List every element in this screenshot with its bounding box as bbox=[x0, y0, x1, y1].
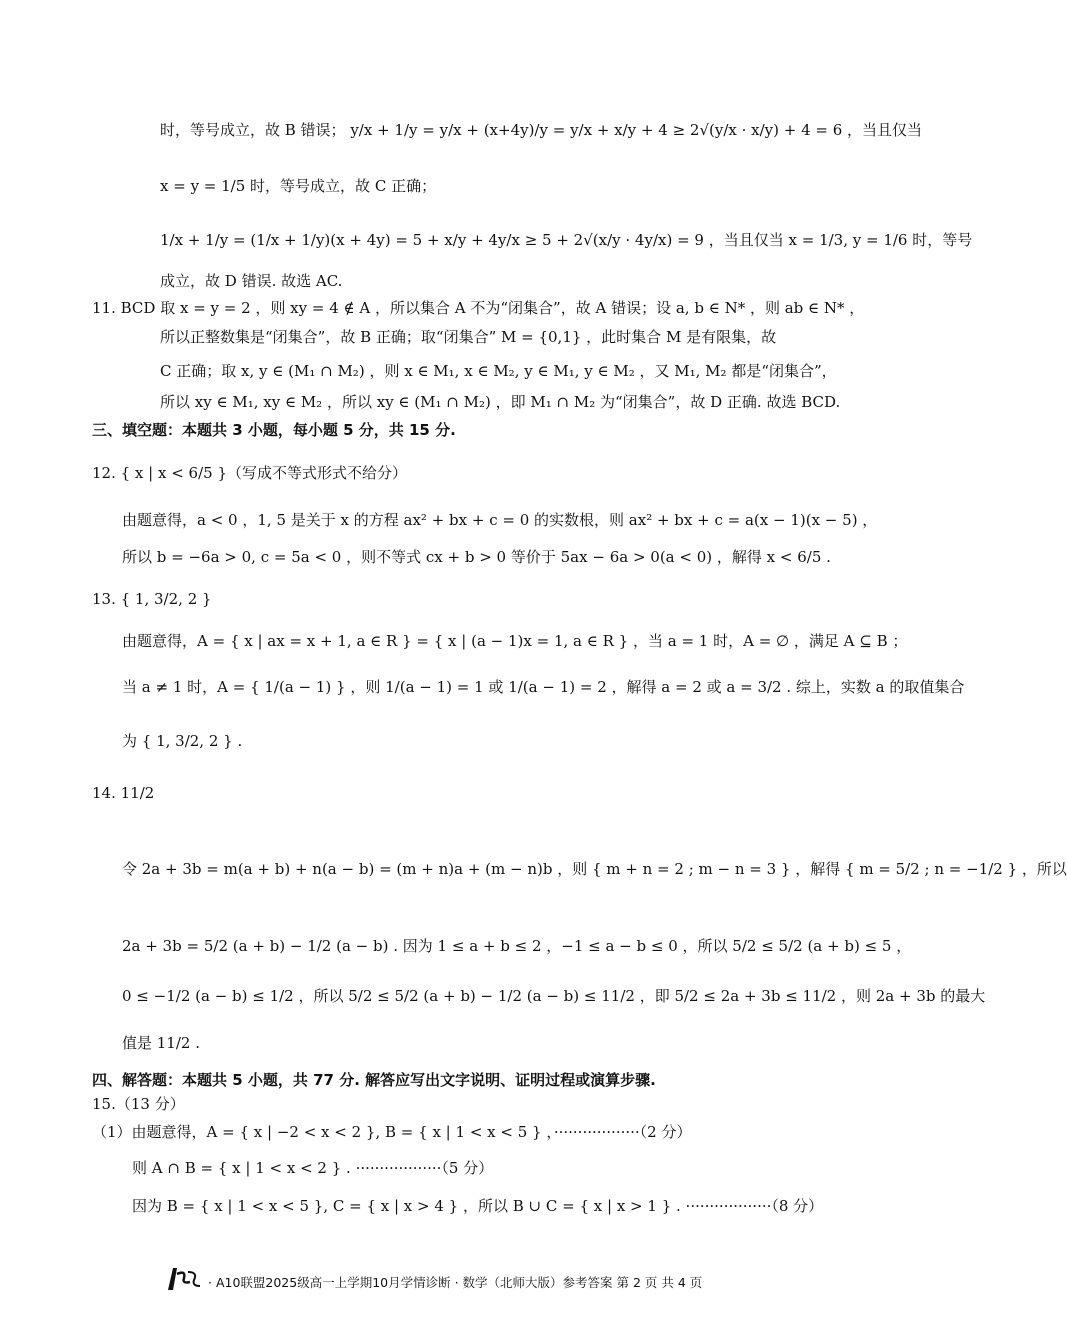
text-line: C 正确；取 x, y ∈ (M₁ ∩ M₂) ，则 x ∈ M₁, x ∈ M₂, y ∈ M₁, y ∈ M₂ ，又 M₁, M₂ 都是“闭集合”， bbox=[160, 362, 837, 380]
answer-13: 13. { 1, 3/2, 2 } bbox=[92, 590, 212, 608]
text-line: （1）由题意得，A = { x | −2 < x < 2 }, B = { x | 1 < x < 5 } ，··················（2 分） bbox=[92, 1123, 692, 1141]
section-heading-solutions: 四、解答题：本题共 5 小题，共 77 分. 解答应写出文字说明、证明过程或演算步骤. bbox=[92, 1071, 656, 1089]
text-line: 因为 B = { x | 1 < x < 5 }, C = { x | x > 4 } ，所以 B ∪ C = { x | x > 1 } . ··················（8 分） bbox=[132, 1197, 824, 1215]
text-line: 由题意得，a < 0 ，1, 5 是关于 x 的方程 ax² + bx + c = 0 的实数根，则 ax² + bx + c = a(x − 1)(x − 5) ， bbox=[122, 511, 878, 529]
text-line: 0 ≤ −1/2 (a − b) ≤ 1/2 ，所以 5/2 ≤ 5/2 (a + b) − 1/2 (a − b) ≤ 11/2 ，即 5/2 ≤ 2a + 3b ≤ 11/2 ，则 2a + 3b 的最大 bbox=[122, 987, 986, 1005]
text-line: 则 A ∩ B = { x | 1 < x < 2 } . ··················（5 分） bbox=[132, 1159, 494, 1177]
text-line: 所以 xy ∈ M₁, xy ∈ M₂ ，所以 xy ∈ (M₁ ∩ M₂) ，即 M₁ ∩ M₂ 为“闭集合”，故 D 正确. 故选 BCD. bbox=[160, 393, 841, 411]
page-footer: · A10联盟2025级高一上学期10月学情诊断 · 数学（北师大版）参考答案 第 2 页 共 4 页 bbox=[208, 1275, 703, 1290]
text-line: 时，等号成立，故 B 错误； y/x + 1/y = y/x + (x+4y)/y = y/x + x/y + 4 ≥ 2√(y/x · x/y) + 4 = 6 ，当且仅当 bbox=[160, 121, 923, 139]
text-line: 成立，故 D 错误. 故选 AC. bbox=[160, 272, 343, 290]
text-line: 由题意得，A = { x | ax = x + 1, a ∈ R } = { x | (a − 1)x = 1, a ∈ R } ，当 a = 1 时，A = ∅ ，满足 A ⊆ B ； bbox=[122, 632, 908, 650]
brand-logo bbox=[164, 1266, 204, 1292]
question-15-heading: 15.（13 分） bbox=[92, 1095, 185, 1113]
text-line: 当 a ≠ 1 时，A = { 1/(a − 1) } ，则 1/(a − 1) = 1 或 1/(a − 1) = 2 ，解得 a = 2 或 a = 3/2 . 综上，实数 a 的取值集合 bbox=[122, 678, 965, 696]
text-line: 所以正整数集是“闭集合”，故 B 正确；取“闭集合” M = {0,1} ，此时集合 M 是有限集，故 bbox=[160, 328, 777, 346]
answer-12: 12. { x | x < 6/5 }（写成不等式形式不给分） bbox=[92, 464, 408, 482]
text-line: 为 { 1, 3/2, 2 } . bbox=[122, 732, 243, 750]
answer-11: 11. BCD 取 x = y = 2 ，则 xy = 4 ∉ A ，所以集合 A 不为“闭集合”，故 A 错误；设 a, b ∈ N* ，则 ab ∈ N* ， bbox=[92, 299, 865, 317]
text-line: 1/x + 1/y = (1/x + 1/y)(x + 4y) = 5 + x/y + 4y/x ≥ 5 + 2√(x/y · 4y/x) = 9 ，当且仅当 x = 1/3, y = 1/6 时，等号 bbox=[160, 231, 973, 249]
text-line: 2a + 3b = 5/2 (a + b) − 1/2 (a − b) . 因为 1 ≤ a + b ≤ 2 ，−1 ≤ a − b ≤ 0 ，所以 5/2 ≤ 5/2 (a + b) ≤ 5 ， bbox=[122, 937, 912, 955]
text-line: 所以 b = −6a > 0, c = 5a < 0 ，则不等式 cx + b > 0 等价于 5ax − 6a > 0(a < 0) ，解得 x < 6/5 . bbox=[122, 548, 831, 566]
answer-14: 14. 11/2 bbox=[92, 784, 155, 802]
text-line: 令 2a + 3b = m(a + b) + n(a − b) = (m + n)a + (m − n)b ，则 { m + n = 2 ; m − n = 3 } ，解得 { m = 5/2 ; n = −1/2 } ，所以 bbox=[122, 860, 1067, 878]
text-line: x = y = 1/5 时，等号成立，故 C 正确； bbox=[160, 177, 437, 195]
section-heading-fill-in: 三、填空题：本题共 3 小题，每小题 5 分，共 15 分. bbox=[92, 421, 456, 439]
text-line: 值是 11/2 . bbox=[122, 1034, 200, 1052]
